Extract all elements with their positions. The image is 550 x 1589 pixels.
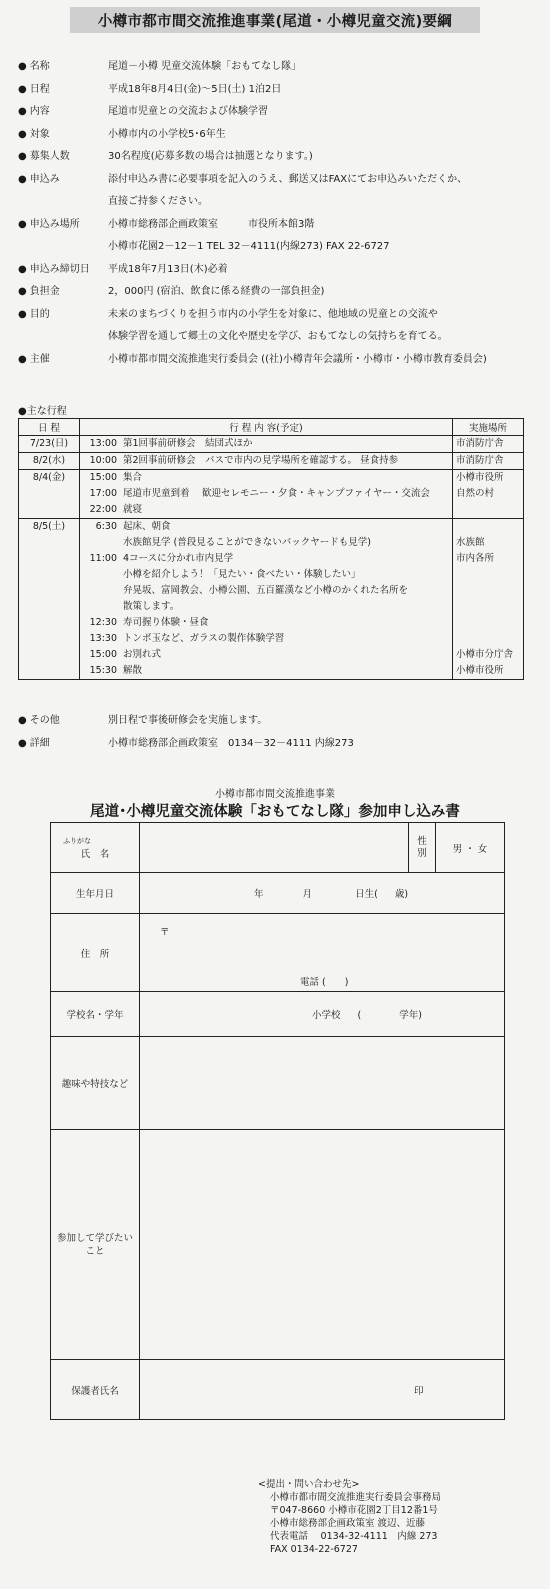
grade-text: ( 学年)	[357, 1010, 422, 1021]
schedule-item	[83, 453, 449, 469]
info-value	[108, 60, 538, 74]
schedule-place-line: 市内各所	[456, 553, 495, 564]
info-row	[18, 353, 538, 376]
name-field[interactable]	[140, 823, 409, 873]
info-row	[18, 308, 538, 353]
form-org: 小樽市都市間交流推進事業	[215, 789, 335, 800]
info-value-line: 尾道－小樽 児童交流体験「おもてなし隊」	[108, 61, 302, 72]
info-value-line: 未来のまちづくりを担う市内の小学生を対象に、他地域の児童との交流や	[108, 308, 438, 320]
info-row	[18, 263, 538, 286]
other-label	[18, 737, 108, 751]
contact-heading: <提出・問い合わせ先>	[258, 1479, 360, 1490]
other-label	[18, 714, 108, 728]
schedule-header-row	[19, 419, 524, 436]
info-value-line: 2，000円 (宿泊、飲食に係る経費の一部負担金)	[108, 286, 325, 297]
schedule-text: 尾道市児童到着 歓迎セレモニー・夕食・キャンプファイヤー・交流会	[123, 488, 430, 499]
schedule-header-content: 行 程 内 容(予定)	[80, 419, 453, 436]
schedule-item	[83, 647, 449, 663]
schedule-date: 7/23(日)	[19, 436, 80, 453]
info-row	[18, 83, 538, 106]
hobby-label: 趣味や特技など	[51, 1037, 140, 1130]
info-value-line: 小樽市内の小学校5･6年生	[108, 128, 226, 140]
info-row	[18, 105, 538, 128]
schedule-place-line	[456, 502, 520, 518]
schedule-item	[83, 551, 449, 567]
info-value	[108, 218, 538, 263]
info-label	[18, 308, 108, 322]
contact-line: 小樽市総務部企画政策室 渡辺、近藤	[270, 1518, 426, 1529]
bullet: ●	[18, 128, 27, 140]
schedule-time: 17:00	[89, 488, 117, 499]
info-value-line: 平成18年8月4日(金)～5日(土) 1泊2日	[108, 83, 282, 95]
schedule-time	[83, 567, 117, 583]
info-value-line: 直接ご持参ください。	[108, 196, 208, 207]
info-row	[18, 173, 538, 218]
schedule-text: 弁晃坂、富岡教会、小樽公園、五百羅漢など小樽のかくれた名所を	[123, 585, 409, 596]
schedule-text: 小樽を紹介しよう！「見たい・食べたい・体験したい」	[123, 569, 361, 580]
schedule-text: 散策します。	[123, 601, 180, 612]
info-label	[18, 105, 108, 119]
name-label: 氏 名	[80, 848, 110, 860]
bullet: ●	[18, 218, 27, 230]
schedule-place	[453, 470, 524, 519]
birth-month: 月	[302, 889, 313, 900]
schedule-place-line: 水族館	[456, 537, 485, 548]
guardian-field[interactable]	[140, 1360, 505, 1420]
schedule-content	[80, 470, 453, 519]
schedule-content	[80, 436, 453, 453]
schedule-text: 第1回事前研修会 結団式ほか	[123, 438, 253, 449]
schedule-time	[83, 599, 117, 615]
form-row-school	[51, 992, 505, 1037]
schedule-text: 4コースに分かれ市内見学	[123, 553, 234, 564]
schedule-text: トンボ玉など、ガラスの製作体験学習	[123, 633, 285, 644]
info-label-text: 申込み場所	[29, 218, 80, 230]
schedule-item	[83, 470, 449, 486]
info-value	[108, 105, 538, 119]
form-row-birth	[51, 873, 505, 914]
info-list	[18, 60, 538, 375]
schedule-place	[453, 519, 524, 680]
info-label	[18, 218, 108, 232]
schedule-time: 13:00	[89, 438, 117, 449]
info-label-text: 募集人数	[29, 151, 70, 162]
schedule-date: 8/2(水)	[19, 453, 80, 470]
schedule-row	[19, 470, 524, 519]
schedule-place-line: 自然の村	[456, 488, 495, 499]
application-form	[50, 822, 505, 1420]
name-label-cell	[51, 823, 140, 873]
schedule-time	[83, 583, 117, 599]
info-value-line: 尾道市児童との交流および体験学習	[108, 106, 268, 117]
info-row	[18, 218, 538, 263]
other-label-text: その他	[29, 715, 60, 726]
schedule-item	[83, 535, 449, 551]
schedule-time: 15:00	[89, 472, 117, 483]
info-label-text: 申込み	[29, 173, 60, 185]
schedule-item	[83, 519, 449, 535]
schedule-time: 22:00	[89, 504, 117, 515]
schedule-text: 起床、朝食	[123, 521, 171, 532]
schedule-header-date: 日 程	[19, 419, 80, 436]
info-value	[108, 83, 538, 97]
school-field[interactable]	[140, 992, 505, 1037]
info-row	[18, 60, 538, 83]
phone-text: 電話 ( )	[300, 977, 349, 988]
schedule-time: 6:30	[95, 521, 117, 532]
schedule-place-line	[456, 631, 520, 647]
birth-age: 歳)	[394, 889, 409, 900]
info-row	[18, 285, 538, 308]
page-title: 小樽市都市間交流推進事業(尾道・小樽児童交流)要綱	[70, 7, 480, 33]
schedule-header-place: 実施場所	[453, 419, 524, 436]
learn-field[interactable]	[140, 1130, 505, 1360]
schedule-place-line: 小樽市分庁舎	[456, 649, 514, 660]
schedule-item	[83, 486, 449, 502]
schedule-text: 寿司握り体験・昼食	[123, 617, 209, 628]
birth-label: 生年月日	[51, 873, 140, 914]
schedule-place-line: 市消防庁舎	[456, 455, 504, 466]
form-title: 尾道･小樽児童交流体験「おもてなし隊」参加申し込み書	[90, 804, 460, 820]
info-value	[108, 263, 538, 277]
schedule-place-line	[456, 599, 520, 615]
info-value-line: 小樽市都市間交流推進実行委員会 ((社)小樽青年会議所・小樽市・小樽市教育委員会)	[108, 353, 487, 365]
schedule-place-line	[456, 519, 520, 535]
bullet: ●	[18, 353, 27, 365]
schedule-table	[18, 418, 524, 680]
info-label	[18, 173, 108, 187]
schedule-time: 12:30	[89, 617, 117, 628]
info-label	[18, 353, 108, 367]
schedule-text: 集合	[123, 472, 143, 483]
schedule-place-line	[456, 567, 520, 583]
contact-line: FAX 0134-22-6727	[270, 1544, 358, 1555]
birth-year: 年	[254, 889, 264, 900]
info-label	[18, 285, 108, 299]
bullet: ●	[18, 715, 27, 726]
schedule-label-text: 主な行程	[26, 406, 67, 417]
schedule-place	[453, 453, 524, 470]
schedule-item	[83, 567, 449, 583]
info-value-line: 小樽市総務部企画政策室 市役所本館3階	[108, 218, 315, 230]
schedule-content	[80, 519, 453, 680]
hobby-field[interactable]	[140, 1037, 505, 1130]
contact-line: 小樽市都市間交流推進実行委員会事務局	[270, 1492, 442, 1503]
bullet: ●	[18, 173, 27, 185]
gender-field[interactable]: 男 ・ 女	[436, 823, 505, 873]
schedule-time: 10:00	[89, 455, 117, 466]
school-label: 学校名・学年	[51, 992, 140, 1037]
info-value-line: 添付申込み書に必要事項を記入のうえ、郵送又はFAXにてお申込みいただくか、	[108, 173, 468, 185]
form-row-hobby	[51, 1037, 505, 1130]
contact-line: 代表電話 0134-32-4111 内線 273	[270, 1531, 438, 1542]
address-label: 住 所	[51, 914, 140, 992]
info-label	[18, 83, 108, 97]
learn-label: 参加して学びたいこと	[51, 1130, 140, 1360]
info-value-line: 小樽市花園2－12－1 TEL 32－4111(内線273) FAX 22-6727	[108, 241, 390, 252]
info-value	[108, 128, 538, 142]
info-label	[18, 60, 108, 74]
info-label-text: 名称	[29, 61, 50, 72]
other-row	[18, 737, 538, 760]
info-value-line: 30名程度(応募多数の場合は抽選となります。)	[108, 151, 313, 162]
schedule-time	[83, 535, 117, 551]
bullet: ●	[18, 106, 27, 117]
schedule-label	[18, 402, 67, 417]
seal-mark: 印	[414, 1385, 424, 1397]
info-row	[18, 150, 538, 173]
info-value	[108, 353, 538, 367]
schedule-date: 8/4(金)	[19, 470, 80, 519]
contact-line: 〒047-8660 小樽市花園2丁目12番1号	[270, 1505, 438, 1516]
info-label-text: 日程	[29, 83, 50, 95]
schedule-row	[19, 453, 524, 470]
schedule-place-line: 小樽市役所	[456, 472, 504, 483]
gender-label-text: 性別	[417, 835, 427, 859]
other-label-text: 詳細	[29, 737, 50, 749]
schedule-item	[83, 615, 449, 631]
info-value	[108, 308, 538, 353]
address-field[interactable]	[140, 914, 505, 992]
postal-mark: 〒	[160, 927, 170, 938]
form-row-guardian	[51, 1360, 505, 1420]
info-label-text: 対象	[29, 128, 50, 140]
schedule-text: お別れ式	[123, 649, 162, 660]
info-label	[18, 150, 108, 164]
schedule-time: 15:30	[89, 665, 117, 676]
schedule-item	[83, 631, 449, 647]
info-value-line: 体験学習を通して郷土の文化や歴史を学び、おもてなしの気持ちを育てる。	[108, 331, 448, 342]
form-row-name	[51, 823, 505, 873]
info-label-text: 内容	[29, 106, 50, 117]
schedule-item	[83, 436, 449, 452]
schedule-place-line	[456, 615, 520, 631]
schedule-time: 15:00	[89, 649, 117, 660]
birth-field[interactable]	[140, 873, 505, 914]
schedule-date: 8/5(土)	[19, 519, 80, 680]
info-value	[108, 173, 538, 218]
schedule-text: 第2回事前研修会 バスで市内の見学場所を確認する。 昼食持参	[123, 455, 399, 466]
info-label-text: 負担金	[29, 286, 60, 297]
bullet: ●	[18, 151, 27, 162]
schedule-place-line	[456, 583, 520, 599]
info-value-line: 平成18年7月13日(木)必着	[108, 263, 228, 275]
other-info	[18, 714, 538, 759]
info-label-text: 目的	[29, 308, 50, 320]
info-value	[108, 150, 538, 164]
guardian-label: 保護者氏名	[51, 1360, 140, 1420]
schedule-item	[83, 502, 449, 518]
furigana-label: ふりがな	[63, 836, 91, 845]
bullet: ●	[18, 83, 27, 95]
schedule-time: 11:00	[89, 553, 117, 564]
schedule-item	[83, 599, 449, 615]
schedule-row	[19, 519, 524, 680]
gender-label	[409, 823, 436, 873]
form-row-address	[51, 914, 505, 992]
info-label-text: 主催	[29, 353, 50, 365]
schedule-text: 解散	[123, 665, 143, 676]
other-row	[18, 714, 538, 737]
other-value: 小樽市総務部企画政策室 0134－32－4111 内線273	[108, 737, 354, 749]
other-value: 別日程で事後研修会を実施します。	[108, 715, 268, 726]
schedule-place-line: 市消防庁舎	[456, 438, 504, 449]
bullet: ●	[18, 737, 27, 749]
info-value	[108, 285, 538, 299]
school-text: 小学校	[312, 1010, 341, 1021]
schedule-content	[80, 453, 453, 470]
contact-block	[258, 1478, 442, 1556]
info-label	[18, 128, 108, 142]
bullet: ●	[18, 263, 27, 275]
schedule-row	[19, 436, 524, 453]
bullet: ●	[18, 308, 27, 320]
info-label	[18, 263, 108, 277]
bullet: ●	[18, 61, 27, 72]
schedule-place	[453, 436, 524, 453]
schedule-text: 就寝	[123, 504, 143, 515]
birth-day: 日生(	[355, 889, 378, 900]
bullet: ●	[18, 286, 27, 297]
schedule-time: 13:30	[89, 633, 117, 644]
form-row-learn	[51, 1130, 505, 1360]
schedule-item	[83, 583, 449, 599]
info-row	[18, 128, 538, 151]
schedule-place-line: 小樽市役所	[456, 665, 504, 676]
info-label-text: 申込み締切日	[29, 263, 90, 275]
schedule-item	[83, 663, 449, 679]
schedule-text: 水族館見学 (普段見ることができないバックヤードも見学)	[123, 537, 371, 548]
bullet: ●	[18, 406, 27, 417]
